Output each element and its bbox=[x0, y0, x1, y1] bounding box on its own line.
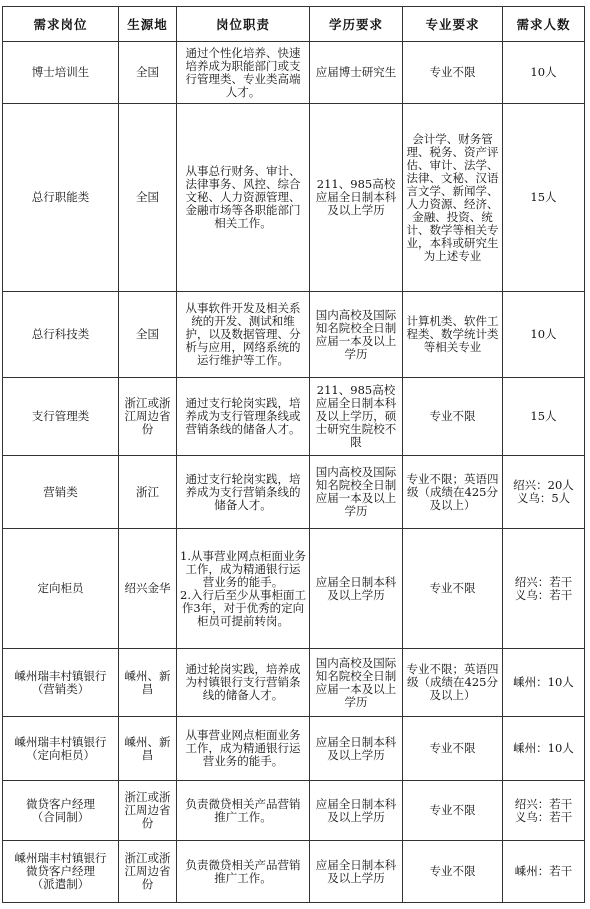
table-row bbox=[3, 42, 585, 104]
header-count: 需求人数 bbox=[503, 7, 585, 42]
position-line: 嵊州瑞丰村镇银行 bbox=[14, 851, 107, 865]
position-line: （合同制） bbox=[31, 809, 90, 824]
header-position: 需求岗位 bbox=[3, 7, 119, 42]
cell-origin: 全国 bbox=[119, 42, 177, 104]
cell-duty bbox=[177, 529, 310, 649]
cell-major: 专业不限 bbox=[403, 841, 503, 903]
cell-count: 10人 bbox=[503, 292, 585, 378]
cell-duty: 通过支行轮岗实践，培养成为支行管理条线或营销条线的储备人才。 bbox=[177, 378, 310, 456]
cell-duty: 通过支行轮岗实践，培养成为支行营销条线的储备人才。 bbox=[177, 456, 310, 529]
position-line: 嵊州瑞丰村镇银行 bbox=[14, 734, 107, 749]
cell-duty: 从事软件开发及相关系统的开发、测试和维护，以及数据管理、分析与应用，网络系统的运行维护等工作。 bbox=[177, 292, 310, 378]
cell-education: 国内高校及国际知名院校全日制应届一本及以上学历 bbox=[310, 649, 403, 717]
position-line: （派遣制） bbox=[31, 877, 90, 891]
cell-major: 专业不限 bbox=[403, 529, 503, 649]
cell-origin: 绍兴金华 bbox=[119, 529, 177, 649]
cell-position bbox=[3, 841, 119, 903]
table-row bbox=[3, 456, 585, 529]
position-line: （营销类） bbox=[31, 681, 90, 696]
cell-origin: 浙江 bbox=[119, 456, 177, 529]
cell-origin: 全国 bbox=[119, 104, 177, 292]
cell-origin: 浙江或浙江周边省份 bbox=[119, 781, 177, 841]
cell-major: 专业不限 bbox=[403, 781, 503, 841]
table-row bbox=[3, 292, 585, 378]
cell-education: 应届博士研究生 bbox=[310, 42, 403, 104]
header-duty: 岗位职责 bbox=[177, 7, 310, 42]
header-education: 学历要求 bbox=[310, 7, 403, 42]
cell-position: 支行管理类 bbox=[3, 378, 119, 456]
cell-origin: 嵊州、新昌 bbox=[119, 649, 177, 717]
cell-education: 国内高校及国际知名院校全日制应届一本及以上学历 bbox=[310, 456, 403, 529]
cell-major: 会计学、财务管理、税务、资产评估、审计、法学、法律、文秘、汉语言文学、新闻学、人力资源、经济、金融、投资、统计、数学等相关专业，本科或研究生为上述专业 bbox=[403, 104, 503, 292]
position-line: （定向柜员） bbox=[26, 747, 95, 762]
cell-count: 嵊州：10人 bbox=[503, 649, 585, 717]
cell-duty: 通过个性化培养、快速培养成为职能部门或支行管理类、专业类高端人才。 bbox=[177, 42, 310, 104]
cell-count bbox=[503, 529, 585, 649]
cell-origin: 浙江或浙江周边省份 bbox=[119, 378, 177, 456]
cell-major: 专业不限 bbox=[403, 42, 503, 104]
cell-count: 嵊州：若干 bbox=[503, 841, 585, 903]
cell-position: 博士培训生 bbox=[3, 42, 119, 104]
cell-position: 总行职能类 bbox=[3, 104, 119, 292]
position-line: 嵊州瑞丰村镇银行 bbox=[14, 668, 107, 683]
cell-education: 应届全日制本科及以上学历 bbox=[310, 717, 403, 781]
table-row bbox=[3, 649, 585, 717]
cell-major: 计算机类、软件工程类、数学统计类等相关专业 bbox=[403, 292, 503, 378]
table-row bbox=[3, 717, 585, 781]
cell-education: 211、985高校应届全日制本科及以上学历，硕士研究生院校不限 bbox=[310, 378, 403, 456]
cell-position: 总行科技类 bbox=[3, 292, 119, 378]
table-row bbox=[3, 378, 585, 456]
count-line: 义乌：若干 bbox=[514, 809, 573, 824]
cell-duty: 从事营业网点柜面业务工作，成为精通银行运营业务的能手。 bbox=[177, 717, 310, 781]
table-row bbox=[3, 529, 585, 649]
cell-position: 营销类 bbox=[3, 456, 119, 529]
cell-education: 应届全日制本科及以上学历 bbox=[310, 781, 403, 841]
count-line: 义乌：若干 bbox=[514, 587, 573, 602]
cell-duty: 通过轮岗实践，培养成为村镇银行支行营销条线的储备人才。 bbox=[177, 649, 310, 717]
cell-count: 10人 bbox=[503, 42, 585, 104]
cell-count: 嵊州：10人 bbox=[503, 717, 585, 781]
cell-education: 应届全日制本科及以上学历 bbox=[310, 841, 403, 903]
cell-position bbox=[3, 649, 119, 717]
cell-origin: 全国 bbox=[119, 292, 177, 378]
cell-major: 专业不限 bbox=[403, 717, 503, 781]
cell-count: 15人 bbox=[503, 378, 585, 456]
cell-duty: 负责微贷相关产品营销推广工作。 bbox=[177, 841, 310, 903]
cell-count bbox=[503, 781, 585, 841]
cell-origin: 浙江或浙江周边省份 bbox=[119, 841, 177, 903]
cell-major: 专业不限；英语四级（成绩在425分及以上） bbox=[403, 456, 503, 529]
header-major: 专业要求 bbox=[403, 7, 503, 42]
cell-education: 应届全日制本科及以上学历 bbox=[310, 529, 403, 649]
header-origin: 生源地 bbox=[119, 7, 177, 42]
cell-major: 专业不限 bbox=[403, 378, 503, 456]
cell-major: 专业不限；英语四级（成绩在425分及以上） bbox=[403, 649, 503, 717]
count-line: 义乌：5人 bbox=[516, 491, 571, 505]
cell-count: 15人 bbox=[503, 104, 585, 292]
header-row bbox=[3, 7, 585, 42]
cell-position: 定向柜员 bbox=[3, 529, 119, 649]
duty-line: 2.入行后至少从事柜面工作3年，对于优秀的定向柜员可提前转岗。 bbox=[180, 587, 306, 628]
duty-line: 1.从事营业网点柜面业务工作，成为精通银行运营业务的能手。 bbox=[180, 548, 306, 589]
count-line: 绍兴：20人 bbox=[513, 478, 574, 492]
recruitment-table bbox=[2, 6, 585, 903]
table-row bbox=[3, 841, 585, 903]
count-line: 绍兴：若干 bbox=[514, 796, 573, 811]
cell-duty: 从事总行财务、审计、法律事务、风控、综合文秘、人力资源管理、金融市场等各职能部门相关工作。 bbox=[177, 104, 310, 292]
position-line: 微贷客户经理 bbox=[26, 796, 95, 811]
cell-duty: 负责微贷相关产品营销推广工作。 bbox=[177, 781, 310, 841]
cell-position bbox=[3, 781, 119, 841]
table-row bbox=[3, 104, 585, 292]
cell-position bbox=[3, 717, 119, 781]
cell-education: 国内高校及国际知名院校全日制应届一本及以上学历 bbox=[310, 292, 403, 378]
position-line: 微贷客户经理 bbox=[26, 864, 95, 878]
cell-count bbox=[503, 456, 585, 529]
count-line: 绍兴：若干 bbox=[514, 574, 573, 589]
cell-origin: 嵊州、新昌 bbox=[119, 717, 177, 781]
table-row bbox=[3, 781, 585, 841]
cell-education: 211、985高校应届全日制本科及以上学历 bbox=[310, 104, 403, 292]
